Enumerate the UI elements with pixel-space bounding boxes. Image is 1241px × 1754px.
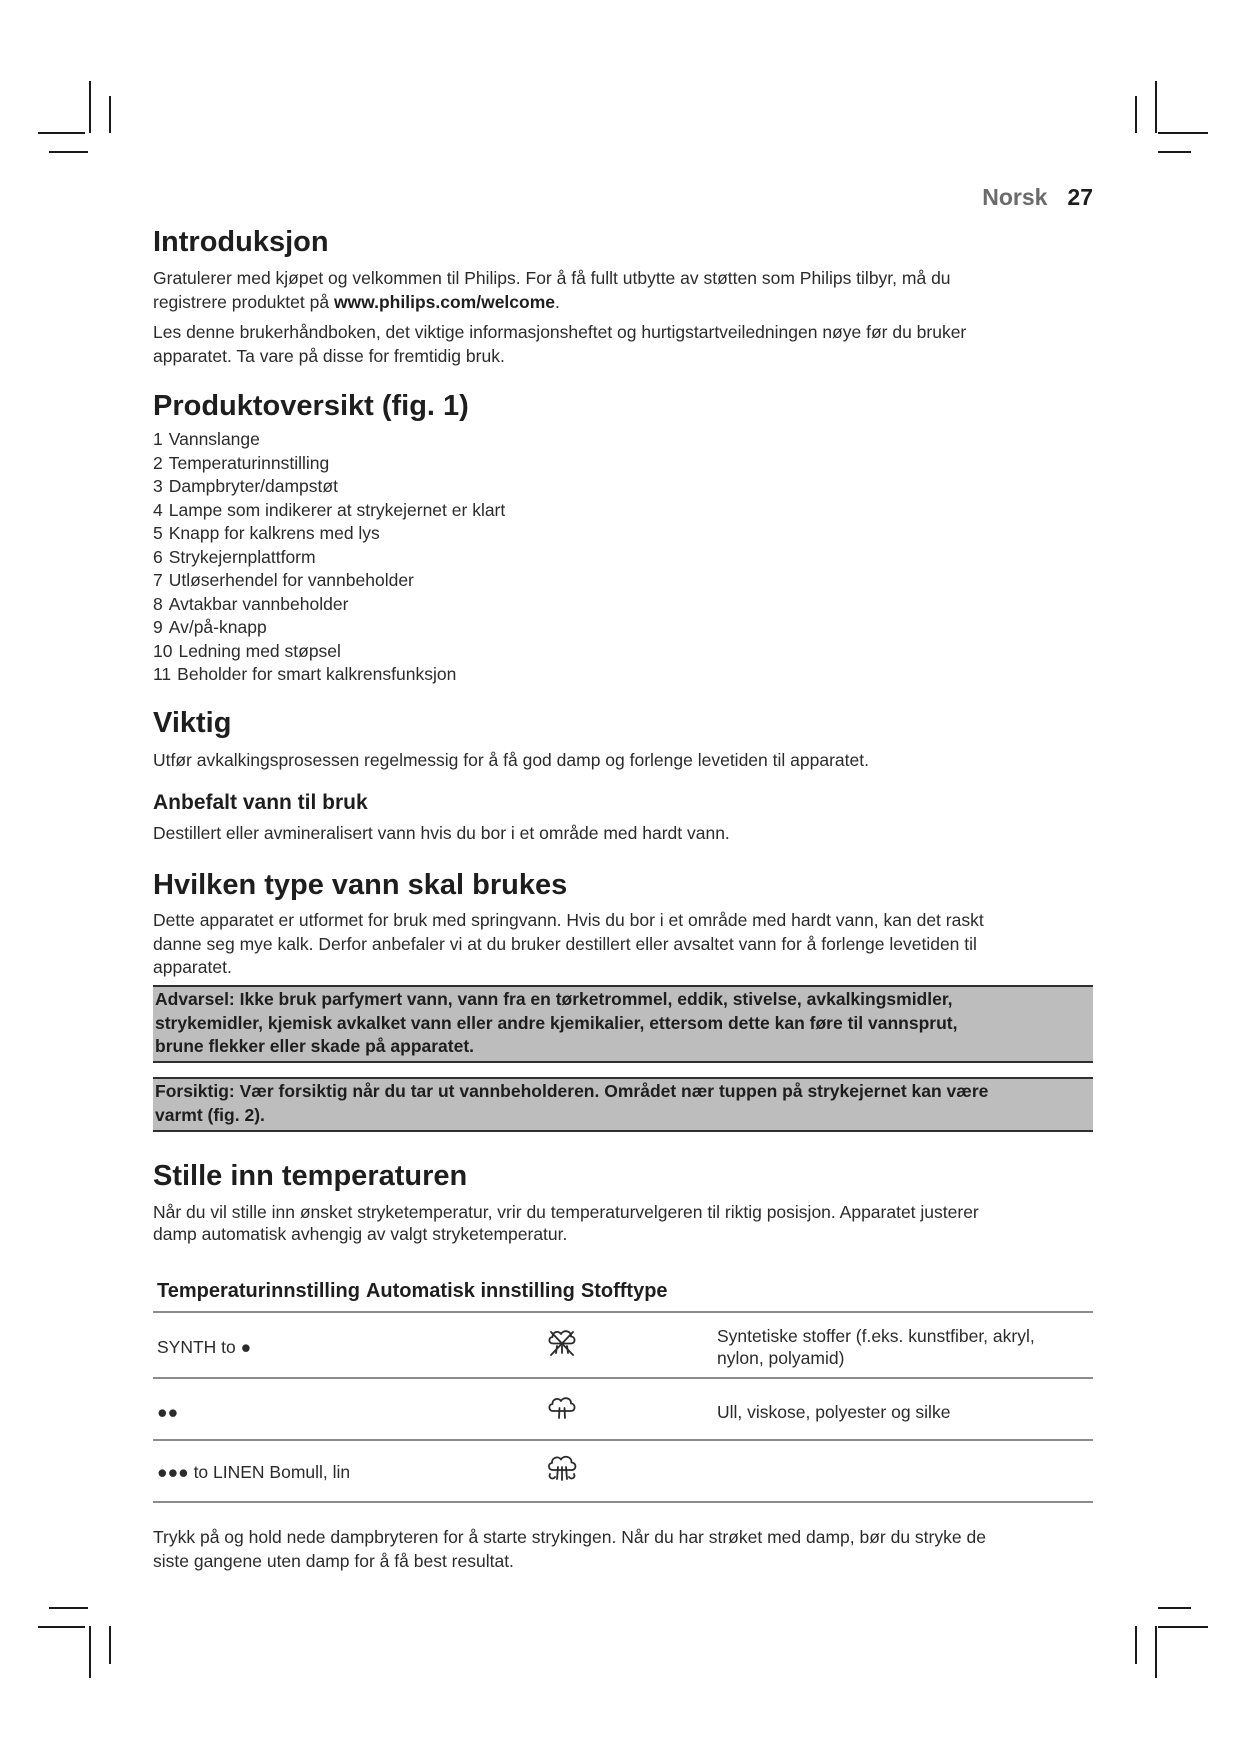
- important-paragraph: [153, 748, 869, 772]
- item-label: Utløserhendel for vannbeholder: [168, 570, 414, 590]
- list-item: [153, 616, 505, 640]
- crop-mark-bottom-right: [1155, 1626, 1157, 1678]
- caution-box: [153, 1077, 1093, 1132]
- table-cell-fabric: [717, 1325, 1035, 1369]
- item-number: 8: [153, 593, 163, 614]
- crop-mark-top-left: [89, 81, 91, 133]
- item-number: 9: [153, 617, 163, 637]
- item-number: 7: [153, 570, 163, 590]
- header-language: Norsk: [982, 184, 1048, 210]
- temperature-heading: Stille inn temperaturen: [153, 1160, 468, 1192]
- crop-mark-bottom-left: [49, 1607, 88, 1609]
- text-line: Syntetiske stoffer (f.eks. kunstfiber, akryl,: [717, 1326, 1035, 1346]
- warning-line: Advarsel: Ikke bruk parfymert vann, vann fra en tørketrommel, eddik, stivelse, avkalkingsmidler,: [155, 989, 953, 1009]
- item-label: Knapp for kalkrens med lys: [168, 523, 380, 543]
- text-line: Les denne brukerhåndboken, det viktige informasjonsheftet og hurtigstartveiledningen nøye før du bruker: [153, 322, 967, 342]
- list-item: [153, 475, 505, 499]
- caution-line: Forsiktig: Vær forsiktig når du tar ut vannbeholderen. Området nær tuppen på strykejernet kan være: [155, 1081, 989, 1101]
- table-cell-fabric: Ull, viskose, polyester og silke: [717, 1402, 951, 1422]
- intro-heading: Introduksjon: [153, 226, 329, 258]
- text-fragment: .: [555, 292, 560, 312]
- crop-mark-bottom-right: [1135, 1626, 1137, 1664]
- list-item: [153, 569, 505, 593]
- item-number: 2: [153, 452, 163, 473]
- recommended-water-paragraph: [153, 821, 730, 845]
- high-steam-icon: [544, 1453, 580, 1487]
- crop-mark-bottom-left: [38, 1626, 85, 1628]
- item-number: 4: [153, 499, 163, 520]
- warning-line: brune flekker eller skade på apparatet.: [155, 1036, 475, 1056]
- text-line: nylon, polyamid): [717, 1348, 845, 1368]
- crop-mark-top-left: [49, 151, 88, 153]
- text-line: siste gangene uten damp for å få best resultat.: [153, 1551, 514, 1571]
- list-item: [153, 452, 505, 476]
- item-label: Av/på-knapp: [168, 617, 267, 637]
- item-number: 10: [153, 640, 173, 661]
- text-line: apparatet.: [153, 957, 232, 977]
- text-line: Dette apparatet er utformet for bruk med springvann. Hvis du bor i et område med hardt vann, kan det raskt: [153, 910, 984, 930]
- crop-mark-bottom-right: [1158, 1607, 1191, 1609]
- temperature-table-header: [157, 1279, 668, 1303]
- caution-line: varmt (fig. 2).: [155, 1104, 265, 1125]
- crop-mark-top-left: [38, 132, 85, 134]
- important-heading: Viktig: [153, 707, 232, 739]
- table-rule: [153, 1439, 1093, 1441]
- item-number: 6: [153, 546, 163, 567]
- page-number: 27: [1067, 184, 1093, 210]
- crop-mark-top-right: [1155, 81, 1157, 133]
- item-label: Beholder for smart kalkrensfunksjon: [177, 664, 457, 684]
- running-header: [982, 183, 1093, 211]
- text-fragment: registrere produktet på: [153, 292, 334, 312]
- closing-paragraph: [153, 1525, 986, 1573]
- warning-box: [153, 985, 1093, 1063]
- item-label: Vannslange: [168, 429, 260, 449]
- crop-mark-bottom-right: [1158, 1626, 1208, 1628]
- crop-mark-bottom-left: [109, 1626, 111, 1664]
- column-header-automatic-setting: Automatisk innstilling: [365, 1280, 575, 1302]
- table-rule: [153, 1377, 1093, 1379]
- crop-mark-bottom-left: [89, 1626, 91, 1678]
- water-type-paragraph: [153, 909, 984, 980]
- item-label: Strykejernplattform: [168, 546, 316, 567]
- list-item: [153, 522, 505, 546]
- list-item: [153, 499, 505, 523]
- temperature-paragraph: [153, 1201, 979, 1245]
- text-line: Når du vil stille inn ønsket stryketemperatur, vrir du temperaturvelgeren til riktig posisjon. Apparatet justerer: [153, 1202, 979, 1222]
- recommended-water-heading: Anbefalt vann til bruk: [153, 791, 368, 814]
- text-line: damp automatisk avhengig av valgt stryketemperatur.: [153, 1224, 568, 1244]
- text-line: Gratulerer med kjøpet og velkommen til Philips. For å få fullt utbytte av støtten som Philips tilbyr, må du: [153, 268, 951, 288]
- no-steam-icon: [544, 1327, 580, 1361]
- text-line: apparatet. Ta vare på disse for fremtidig bruk.: [153, 346, 505, 366]
- crop-mark-top-left: [109, 96, 111, 133]
- water-type-heading: Hvilken type vann skal brukes: [153, 869, 568, 901]
- text-line: Utfør avkalkingsprosessen regelmessig for å få god damp og forlenge levetiden til apparatet.: [153, 750, 869, 770]
- item-number: 3: [153, 476, 163, 496]
- crop-mark-top-right: [1158, 151, 1191, 153]
- product-overview-list: [153, 428, 505, 687]
- crop-mark-top-right: [1135, 96, 1137, 133]
- list-item: [153, 428, 505, 452]
- warning-line: strykemidler, kjemisk avkalket vann eller andre kjemikalier, ettersom dette kan føre til vannsprut,: [155, 1012, 958, 1033]
- column-header-temperature-setting: Temperaturinnstilling: [157, 1280, 360, 1302]
- item-number: 11: [153, 664, 172, 684]
- item-label: Avtakbar vannbeholder: [168, 593, 349, 614]
- table-cell-setting: SYNTH to ●: [157, 1337, 252, 1357]
- low-steam-icon: [544, 1393, 580, 1427]
- intro-paragraph-2: [153, 320, 966, 368]
- table-cell-setting: ●●● to LINEN Bomull, lin: [157, 1462, 351, 1482]
- table-rule: [153, 1501, 1093, 1503]
- text-line: danne seg mye kalk. Derfor anbefaler vi at du bruker destillert eller avsaltet vann for å forlenge levetiden til: [153, 933, 977, 954]
- text-line: Destillert eller avmineralisert vann hvis du bor i et område med hardt vann.: [153, 823, 730, 843]
- list-item: [153, 640, 505, 664]
- text-line: [153, 290, 951, 314]
- table-cell-setting: ●●: [157, 1402, 179, 1422]
- item-label: Dampbryter/dampstøt: [168, 476, 338, 496]
- list-item: [153, 546, 505, 570]
- list-item: [153, 593, 505, 617]
- crop-mark-top-right: [1158, 132, 1208, 134]
- item-label: Ledning med støpsel: [178, 640, 341, 661]
- item-label: Temperaturinnstilling: [168, 452, 330, 473]
- intro-paragraph-1: [153, 266, 951, 314]
- philips-welcome-link[interactable]: www.philips.com/welcome: [333, 292, 556, 312]
- product-overview-heading: Produktoversikt (fig. 1): [153, 390, 469, 422]
- table-rule: [153, 1311, 1093, 1313]
- list-item: [153, 663, 505, 687]
- item-number: 1: [153, 429, 163, 449]
- item-label: Lampe som indikerer at strykejernet er klart: [168, 499, 506, 520]
- column-header-fabric-type: Stofftype: [580, 1280, 668, 1302]
- text-line: Trykk på og hold nede dampbryteren for å starte strykingen. Når du har strøket med damp, bør du stryke de: [153, 1527, 986, 1547]
- item-number: 5: [153, 523, 163, 543]
